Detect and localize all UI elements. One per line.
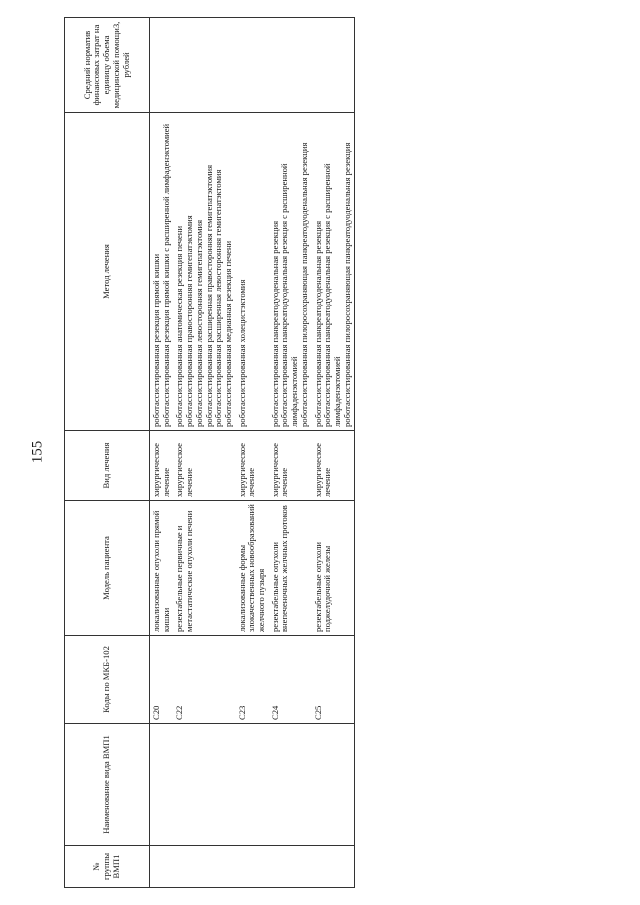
cell-avg-cost (269, 18, 312, 113)
cell-patient-model: резектабельные первичные и метастатические опухоли печени (173, 501, 235, 636)
cell-treatment-methods (236, 113, 269, 431)
cell-treatment-type: хирургическое лечение (269, 431, 312, 501)
method-line: роботассистированная резекция прямой кишки (151, 253, 161, 427)
cell-avg-cost (173, 18, 235, 113)
method-line: роботассистированная левосторонняя гемигепатэктомия (193, 219, 204, 427)
method-line: роботассистированная пилоросохраняющая панкреатодуоденальная резекция (341, 142, 352, 427)
header-treatment-type: Вид лечения (65, 431, 150, 501)
cell-patient-model: резектабельные опухоли внепеченочных желчных протоков (269, 501, 312, 636)
cell-group-no (269, 846, 312, 888)
cell-vmp-name (173, 724, 235, 846)
header-icd-codes: Коды по МКБ-102 (65, 636, 150, 724)
method-line: роботассистированная пилоросохраняющая панкреатодуоденальная резекция (298, 142, 309, 427)
page-number: 155 (29, 440, 46, 464)
cell-icd-code: С20 (150, 636, 174, 724)
header-avg-cost: Средний норматив финансовых затрат на единицу объема медицинской помощи3, рублей (65, 18, 150, 113)
cell-icd-code: С25 (312, 636, 355, 724)
cell-treatment-type: хирургическое лечение (173, 431, 235, 501)
cell-treatment-methods (269, 113, 312, 431)
table-row (312, 18, 355, 888)
method-line: роботассистированная панкреатодуоденальная резекция с расширенной лимфаденэктомией (279, 163, 300, 427)
method-line: роботассистированная холецистэктомия (236, 279, 247, 427)
method-line: роботассистированная правосторонняя гемигепатэктомия (184, 215, 195, 427)
cell-vmp-name (150, 724, 174, 846)
cell-vmp-name (236, 724, 269, 846)
cell-treatment-methods (150, 113, 174, 431)
cell-group-no (312, 846, 355, 888)
cell-patient-model: локализованные опухоли прямой кишки (150, 501, 174, 636)
table-row (173, 18, 235, 888)
method-line: роботассистированная резекция прямой кишки с расширенной лимфаденэктомией (160, 123, 171, 427)
method-line: роботассистированная анатомическая резекция печени (174, 225, 185, 427)
cell-treatment-methods (173, 113, 235, 431)
cell-group-no (173, 846, 235, 888)
method-line: роботассистированная расширенная правосторонняя гемигепатэктомия (203, 164, 214, 427)
table-row (150, 18, 174, 888)
header-group-no: № группы ВМП1 (65, 846, 150, 888)
method-line: роботассистированная панкреатодуоденальная резекция (269, 220, 280, 427)
method-line: роботассистированная медианная резекция печени (222, 240, 233, 427)
method-line: роботассистированная панкреатодуоденальная резекция с расширенной лимфаденэктомией (322, 163, 342, 427)
table-row (236, 18, 269, 888)
rotated-table-sheet (64, 18, 604, 888)
cell-treatment-methods (312, 113, 355, 431)
cell-icd-code: С23 (236, 636, 269, 724)
header-patient-model: Модель пациента (65, 501, 150, 636)
cell-treatment-type: хирургическое лечение (150, 431, 174, 501)
cell-patient-model: локализованные формы злокачественных новообразований желчного пузыря (236, 501, 269, 636)
cell-avg-cost (150, 18, 174, 113)
cell-group-no (236, 846, 269, 888)
method-line: роботассистированная расширенная левосторонняя гемигепатэктомия (213, 169, 224, 427)
cell-group-no (150, 846, 174, 888)
cell-treatment-type: хирургическое лечение (236, 431, 269, 501)
cell-icd-code: С24 (269, 636, 312, 724)
header-treatment-method: Метод лечения (65, 113, 150, 431)
cell-vmp-name (312, 724, 355, 846)
cell-vmp-name (269, 724, 312, 846)
cell-treatment-type: хирургическое лечение (312, 431, 355, 501)
vmp-table (64, 17, 355, 888)
cell-avg-cost (236, 18, 269, 113)
header-vmp-name: Наименование вида ВМП1 (65, 724, 150, 846)
cell-patient-model: резектабельные опухоли поджелудочной железы (312, 501, 355, 636)
cell-icd-code: С22 (173, 636, 235, 724)
method-line: роботассистированная панкреатодуоденальная резекция (312, 220, 323, 427)
table-header-row (65, 18, 150, 888)
table-row (269, 18, 312, 888)
cell-avg-cost (312, 18, 355, 113)
